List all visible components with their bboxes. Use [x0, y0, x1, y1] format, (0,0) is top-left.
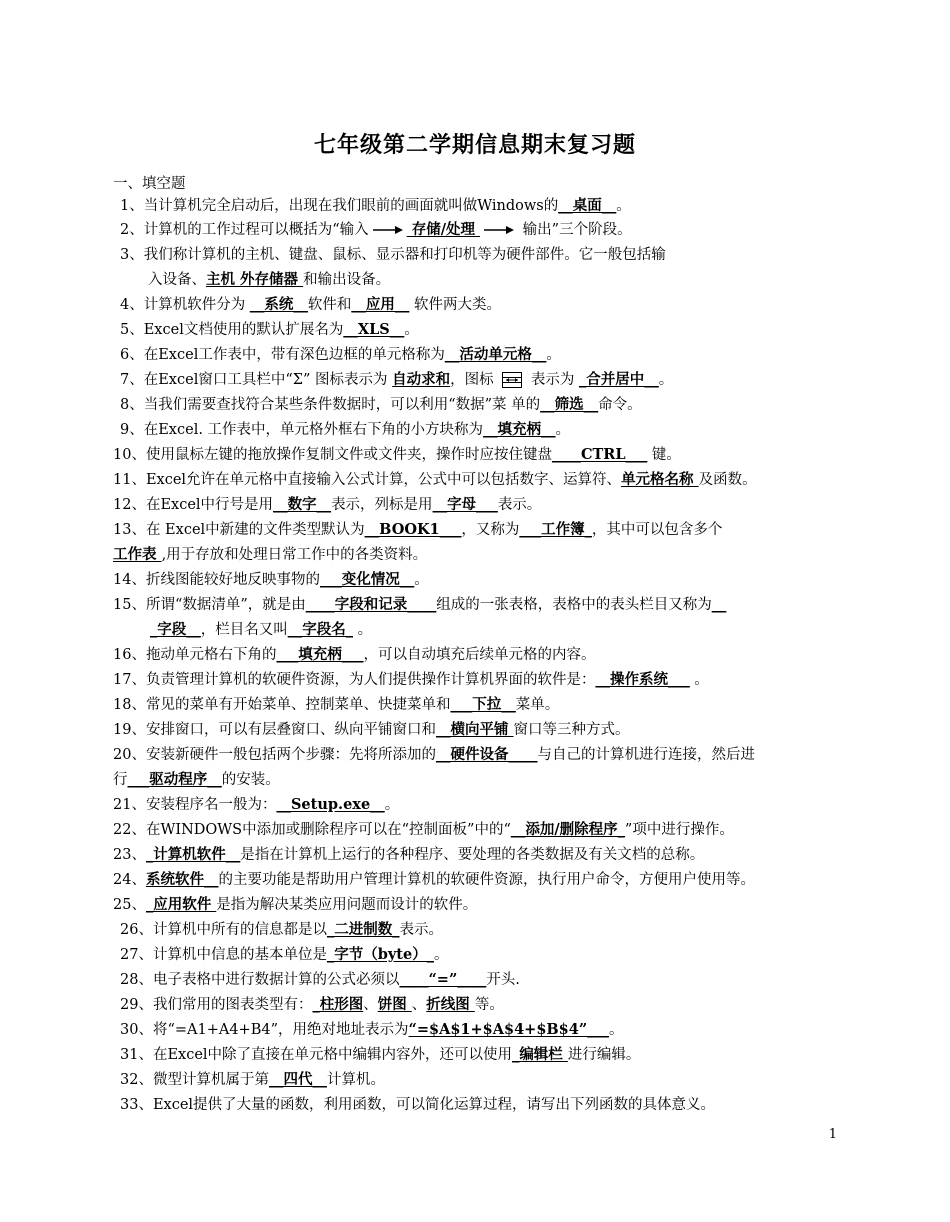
- question-text: 菜单。: [515, 697, 560, 713]
- answer-text: __活动单元格__: [444, 346, 547, 363]
- question-text: 。: [658, 372, 674, 388]
- answer-text: ___填充柄___: [276, 646, 364, 663]
- question-line: [120, 970, 520, 990]
- question-text: 。: [353, 622, 373, 638]
- answer-text: ___变化情况__: [319, 571, 415, 588]
- question-text: 。: [546, 347, 561, 363]
- question-text: 25、: [113, 897, 146, 913]
- answer-text: _编辑栏: [512, 1046, 568, 1063]
- question-text: 和输出设备。: [303, 272, 391, 288]
- question-text: ，其中可以包含多个: [591, 522, 723, 538]
- question-text: 命令。: [598, 397, 642, 413]
- question-text: 18、常见的菜单有开始菜单、控制菜单、快捷菜单和: [113, 697, 451, 713]
- question-text: 。: [384, 797, 400, 813]
- question-text: 19、安排窗口，可以有层叠窗口、纵向平铺窗口和: [113, 722, 436, 738]
- question-text: 开头.: [486, 972, 520, 988]
- question-text: 表示。: [497, 497, 542, 513]
- answer-text: __BOOK1___: [364, 521, 462, 538]
- page-number: 1: [828, 1127, 837, 1142]
- question-text: 。: [616, 198, 631, 214]
- question-text: 13、在 Excel中新建的文件类型默认为: [113, 522, 365, 538]
- answer-text: 工作表: [113, 546, 162, 563]
- section-heading: 一、填空题: [113, 176, 186, 192]
- question-text: 12、在Excel中行号是用: [113, 497, 274, 513]
- answer-text: ___驱动程序__: [127, 771, 222, 788]
- question-line: [113, 820, 734, 840]
- question-text: 输出”三个阶段。: [518, 222, 632, 238]
- question-text: 14、折线图能较好地反映事物的: [113, 572, 320, 588]
- arrow-right-icon: [484, 225, 514, 235]
- answer-text: __: [711, 596, 727, 613]
- answer-text: __XLS__: [343, 321, 405, 338]
- question-text: 软件两大类。: [409, 297, 501, 313]
- question-text: 。: [414, 572, 429, 588]
- question-text: 5、Excel文档使用的默认扩展名为: [120, 322, 344, 338]
- question-text: 23、: [113, 847, 146, 863]
- question-line: [113, 445, 681, 465]
- answer-text: __操作系统___: [595, 671, 690, 688]
- question-line: [113, 595, 726, 615]
- question-line: [113, 795, 399, 815]
- question-line: [113, 470, 757, 490]
- question-line: [150, 620, 372, 640]
- question-text: 31、在Excel中除了直接在单元格中编辑内容外，还可以使用: [120, 1047, 513, 1063]
- answer-text: 单元格名称: [621, 471, 699, 488]
- question-text: 。: [433, 947, 449, 963]
- question-text: ，图标: [450, 372, 499, 388]
- page-title: 七年级第二学期信息期末复习题: [313, 132, 636, 158]
- answer-text: __Setup.exe__: [276, 796, 385, 813]
- question-text: 10、使用鼠标左键的拖放操作复制文件或文件夹，操作时应按住键盘: [113, 447, 552, 463]
- answer-text: __四代__: [268, 1071, 327, 1088]
- question-text: 30、将“=A1+A4+B4”，用绝对地址表示为: [120, 1022, 409, 1038]
- question-text: 1、当计算机完全启动后，出现在我们眼前的画面就叫做Windows的: [120, 198, 559, 214]
- question-text: 9、在Excel. 工作表中，单元格外框右下角的小方块称为: [120, 422, 484, 438]
- question-text: 15、所谓“数据清单”，就是由: [113, 597, 306, 613]
- answer-text: ___下拉__: [450, 696, 516, 713]
- answer-text: __字母___: [432, 496, 498, 513]
- question-text: 键。: [647, 447, 681, 463]
- question-text: 8、当我们需要查找符合某些条件数据时，可以利用“数据”菜 单的: [120, 397, 541, 413]
- question-line: [113, 895, 477, 915]
- question-text: 表示。: [399, 922, 443, 938]
- question-text: ，栏目名又叫: [200, 622, 288, 638]
- answer-text: ____“=”____: [399, 971, 487, 988]
- question-text: 是指为解决某类应用问题而设计的软件。: [216, 897, 478, 913]
- question-text: 。: [555, 422, 571, 438]
- answer-text: _应用软件: [145, 896, 217, 913]
- question-text: 的主要功能是帮助用户管理计算机的软硬件资源，执行用户命令，方便用户使用等。: [218, 872, 755, 888]
- answer-text: ____字段和记录____: [305, 596, 437, 613]
- question-text: 7、在Excel窗口工具栏中“Σ” 图标表示为: [120, 372, 393, 388]
- question-text: 16、拖动单元格右下角的: [113, 647, 277, 663]
- question-line: [113, 720, 630, 740]
- question-text: 32、微型计算机属于第: [120, 1072, 269, 1088]
- question-text: 窗口等三种方式。: [513, 722, 630, 738]
- question-line: [120, 920, 443, 940]
- question-line: [113, 870, 755, 890]
- answer-text: __桌面__: [558, 197, 617, 214]
- answer-text: 系统软件__: [145, 871, 219, 888]
- question-text: ”项中进行操作。: [624, 822, 734, 838]
- question-text: 、: [363, 997, 378, 1013]
- question-line: [120, 370, 673, 390]
- answer-text: 折线图: [426, 996, 475, 1013]
- answer-text: 饼图: [377, 996, 412, 1013]
- answer-text: _柱形图: [312, 996, 364, 1013]
- question-text: 33、Excel提供了大量的函数，利用函数，可以简化运算过程，请写出下列函数的具体意义。: [120, 1097, 716, 1113]
- question-line: [120, 1070, 385, 1090]
- question-line: [120, 245, 666, 265]
- question-text: 28、电子表格中进行数据计算的公式必须以: [120, 972, 400, 988]
- question-line: [113, 845, 704, 865]
- question-text: 的安装。: [221, 772, 280, 788]
- question-text: 进行编辑。: [567, 1047, 641, 1063]
- question-line: [113, 545, 427, 565]
- question-text: 21、安装程序名一般为：: [113, 797, 277, 813]
- answer-text: __填充柄__: [483, 421, 556, 438]
- question-text: 2、计算机的工作过程可以概括为“输入: [120, 222, 369, 238]
- question-text: 与自己的计算机进行连接，然后进: [537, 747, 755, 763]
- answer-text: _字段__: [150, 621, 201, 638]
- answer-text: _计算机软件__: [145, 846, 241, 863]
- answer-text: __系统__: [249, 296, 308, 313]
- question-line: [113, 520, 722, 540]
- question-line: [120, 995, 504, 1015]
- question-text: 3、我们称计算机的主机、键盘、鼠标、显示器和打印机等为硬件部件。它一般包括输: [120, 247, 666, 263]
- answer-text: 主机 外存储器: [206, 271, 304, 288]
- question-text: 软件和: [307, 297, 352, 313]
- question-text: 是指在计算机上运行的各种程序、要处理的各类数据及有关文档的总称。: [240, 847, 705, 863]
- question-text: 计算机。: [326, 1072, 385, 1088]
- question-text: 17、负责管理计算机的软硬件资源，为人们提供操作计算机界面的软件是：: [113, 672, 596, 688]
- question-text: 行: [113, 772, 128, 788]
- question-text: 6、在Excel工作表中，带有深色边框的单元格称为: [120, 347, 445, 363]
- question-text: ,用于存放和处理日常工作中的各类资料。: [161, 547, 428, 563]
- question-line: [120, 1095, 715, 1115]
- question-line: [120, 295, 501, 315]
- question-line: [120, 420, 570, 440]
- question-line: [120, 1045, 640, 1065]
- answer-text: __添加/删除程序_: [510, 821, 625, 838]
- question-line: [120, 196, 631, 216]
- question-text: 、: [411, 997, 427, 1013]
- answer-text: “=$A$1+$A$4+$B$4”___: [408, 1021, 609, 1038]
- question-text: ，又称为: [461, 522, 520, 538]
- question-line: [120, 220, 632, 240]
- question-line: [148, 270, 390, 290]
- question-text: 组成的一张表格，表格中的表头栏目又称为: [436, 597, 712, 613]
- question-line: [120, 395, 642, 415]
- question-text: 24、: [113, 872, 146, 888]
- arrow-right-icon: [373, 225, 403, 235]
- question-text: 26、计算机中所有的信息都是以: [120, 922, 327, 938]
- question-text: 11、Excel允许在单元格中直接输入公式计算，公式中可以包括数字、运算符、: [113, 472, 622, 488]
- question-text: 。: [689, 672, 709, 688]
- answer-text: ____CTRL___: [551, 446, 648, 463]
- question-line: [113, 570, 429, 590]
- question-line: [113, 670, 709, 690]
- answer-text: __筛选__: [540, 396, 599, 413]
- answer-text: __数字__: [273, 496, 332, 513]
- question-text: 等。: [474, 997, 504, 1013]
- question-line: [120, 320, 419, 340]
- answer-text: __硬件设备____: [435, 746, 538, 763]
- question-text: 20、安装新硬件一般包括两个步骤：先将所添加的: [113, 747, 436, 763]
- question-text: 4、计算机软件分为: [120, 297, 250, 313]
- question-line: [113, 745, 755, 765]
- question-line: [113, 770, 280, 790]
- question-text: 。: [404, 322, 419, 338]
- merge-center-icon: [502, 372, 522, 388]
- question-text: 及函数。: [698, 472, 757, 488]
- answer-text: _合并居中__: [578, 371, 659, 388]
- question-line: [120, 1020, 623, 1040]
- question-text: 22、在WINDOWS中添加或删除程序可以在“控制面板”中的“: [113, 822, 511, 838]
- question-text: 表示为: [526, 372, 579, 388]
- question-line: [113, 695, 559, 715]
- question-line: [120, 945, 448, 965]
- answer-text: _字节（byte）_: [326, 946, 434, 963]
- question-text: 。: [608, 1022, 624, 1038]
- answer-text: __字段名_: [287, 621, 353, 638]
- answer-text: __应用__: [351, 296, 410, 313]
- question-line: [120, 345, 561, 365]
- question-text: ，可以自动填充后续单元格的内容。: [363, 647, 596, 663]
- answer-text: __横向平铺: [435, 721, 514, 738]
- question-line: [113, 645, 595, 665]
- answer-text: 自动求和: [392, 371, 451, 388]
- question-text: 入设备、: [148, 272, 206, 288]
- question-text: 27、计算机中信息的基本单位是: [120, 947, 327, 963]
- question-text: 表示，列标是用: [331, 497, 433, 513]
- answer-text: _二进制数_: [326, 921, 400, 938]
- answer-text: 存储/处理: [406, 221, 481, 238]
- answer-text: ___工作簿_: [519, 521, 592, 538]
- question-text: 29、我们常用的图表类型有：: [120, 997, 313, 1013]
- question-line: [113, 495, 541, 515]
